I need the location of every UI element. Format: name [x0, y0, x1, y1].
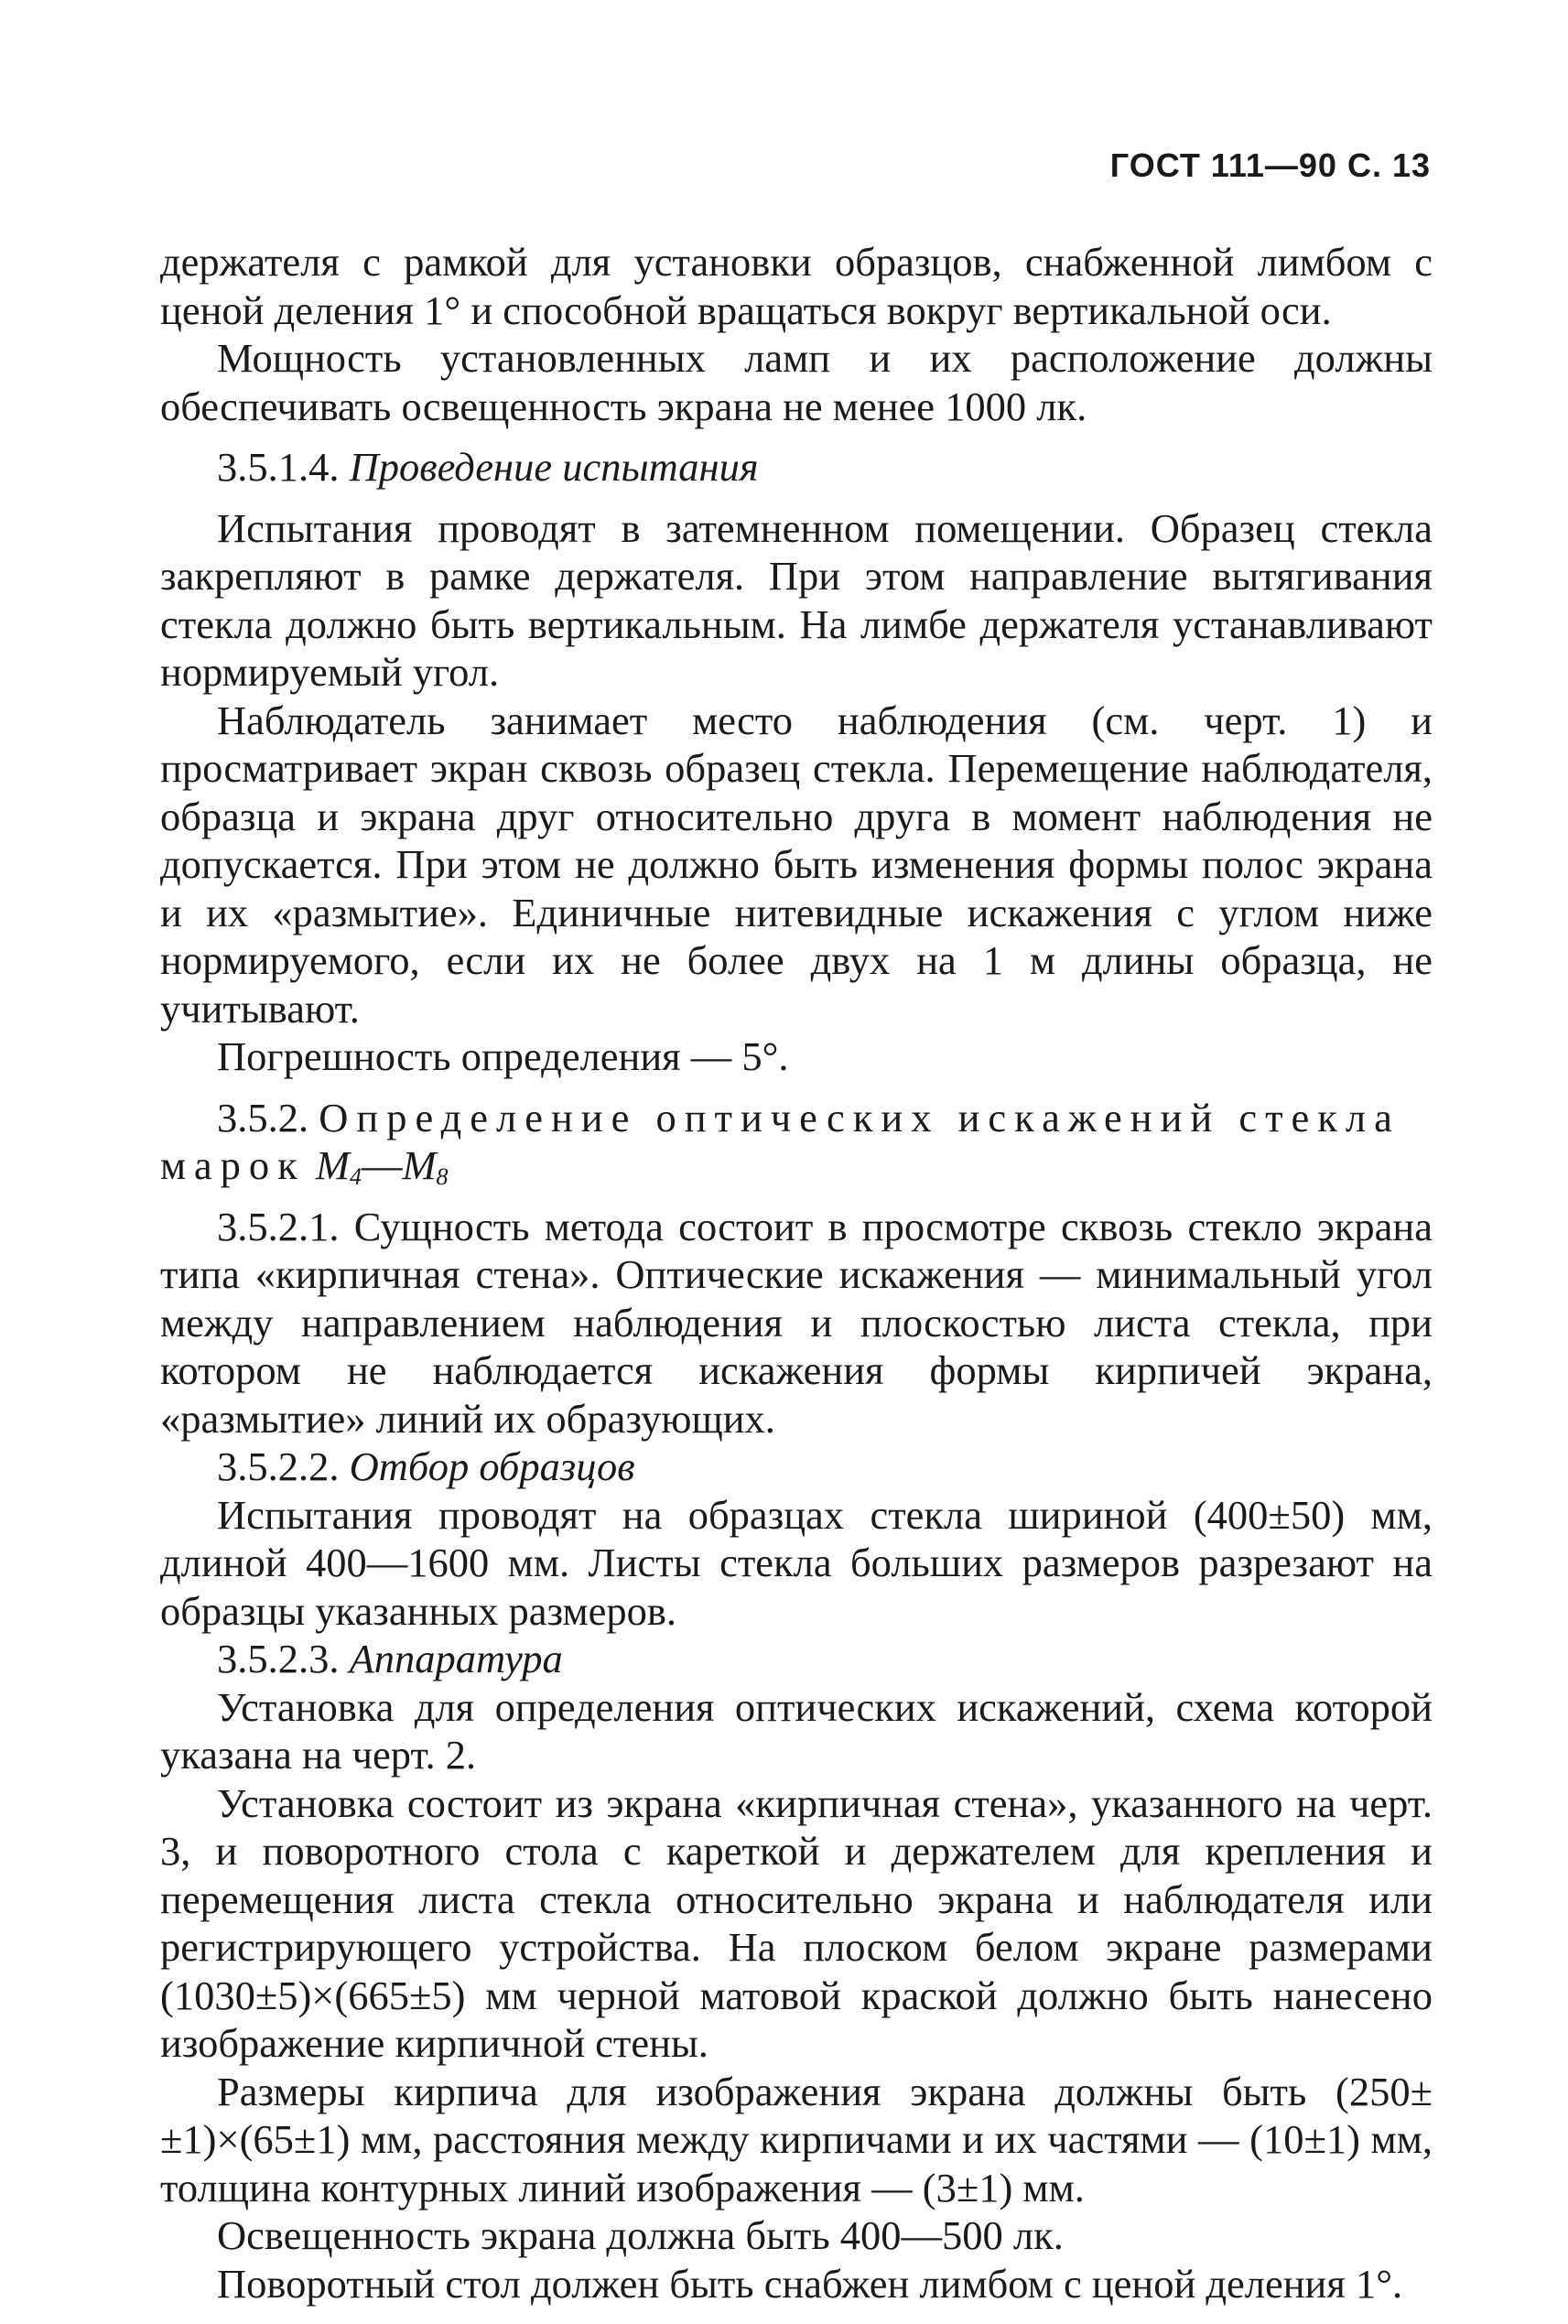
section-title: Аппаратура	[349, 1636, 563, 1681]
paragraph-rotary-table: Поворотный стол должен быть снабжен лимбом с ценой деления 1°.	[217, 2260, 1403, 2307]
section-title: Отбор образцов	[349, 1443, 635, 1489]
paragraph-apparatus: Установка для определения оптических искажений, схема которой указана на черт. 2.	[160, 1683, 1433, 1778]
grade-dash: —	[361, 1142, 403, 1188]
paragraph-brick-dimensions: Размеры кирпича для изображения экрана должны быть (250±±1)×(65±1) мм, расстояния между кирпичами и их частями — (10±1) мм, толщина контурных линий изображения — (3±1) мм.	[160, 2068, 1433, 2211]
paragraph-method-essence: 3.5.2.1. Сущность метода состоит в просмотре сквозь стекло экрана типа «кирпичная стена». Оптические искажения — минимальный угол между направлением наблюдения и плоскостью листа стекла, при котором не наблюдается искажения формы кирпичей экрана, «размытие» линий их образующих.	[160, 1203, 1433, 1442]
section-title: Проведение испытания	[349, 444, 759, 490]
page-header: ГОСТ 111—90 С. 13	[1109, 146, 1431, 184]
section-title: Определение оптических искажений стекла марок	[160, 1094, 1400, 1188]
section-number: 3.5.2.	[217, 1094, 309, 1140]
section-heading-3-5-2-2	[160, 1443, 1433, 1491]
section-number: 3.5.2.3.	[217, 1636, 340, 1681]
paragraph-error: Погрешность определения — 5°.	[217, 1033, 789, 1079]
section-heading-3-5-1-4	[160, 443, 1433, 492]
paragraph-lamp-power: Мощность установленных ламп и их расположение должны обеспечивать освещенность экрана не менее 1000 лк.	[160, 335, 1433, 429]
paragraph-samples: Испытания проводят на образцах стекла шириной (400±50) мм, длиной 400—1600 мм. Листы стекла больших размеров разрезают на образцы указанных размеров.	[160, 1491, 1433, 1634]
paragraph-continuation: держателя с рамкой для установки образцов, снабженной лимбом с ценой деления 1° и способной вращаться вокруг вертикальной оси.	[160, 239, 1433, 333]
document-body	[160, 238, 1433, 2308]
section-number: 3.5.1.4.	[217, 444, 340, 490]
paragraph-test-procedure: Испытания проводят в затемненном помещении. Образец стекла закрепляют в рамке держателя. При этом направление вытягивания стекла должно быть вертикальным. На лимбе держателя устанавливают нормируемый угол.	[160, 504, 1433, 695]
section-number: 3.5.2.2.	[217, 1443, 340, 1489]
paragraph-illumination: Освещенность экрана должна быть 400—500 лк.	[217, 2212, 1064, 2258]
paragraph-observer: Наблюдатель занимает место наблюдения (см. черт. 1) и просматривает экран сквозь образец стекла. Перемещение наблюдателя, образца и экрана друг относительно друга в момент наблюдения не допускается. При этом не должно быть изменения формы полос экрана и их «размытие». Единичные нитевидные искажения с углом ниже нормируемого, если их не более двух на 1 м длины образца, не учитывают.	[160, 697, 1433, 1032]
paragraph-apparatus-composition: Установка состоит из экрана «кирпичная стена», указанного на черт. 3, и поворотного стола с кареткой и держателем для крепления и перемещения листа стекла относительно экрана и наблюдателя или регистрирующего устройства. На плоском белом экране размерами (1030±5)×(665±5) мм черной матовой краской должно быть нанесено изображение кирпичной стены.	[160, 1779, 1433, 2066]
grade-label-m8: $M_8$	[402, 1142, 449, 1190]
section-heading-3-5-2	[160, 1094, 1433, 1190]
grade-label-m4: $M_4$	[315, 1142, 362, 1190]
section-heading-3-5-2-3	[160, 1635, 1433, 1683]
